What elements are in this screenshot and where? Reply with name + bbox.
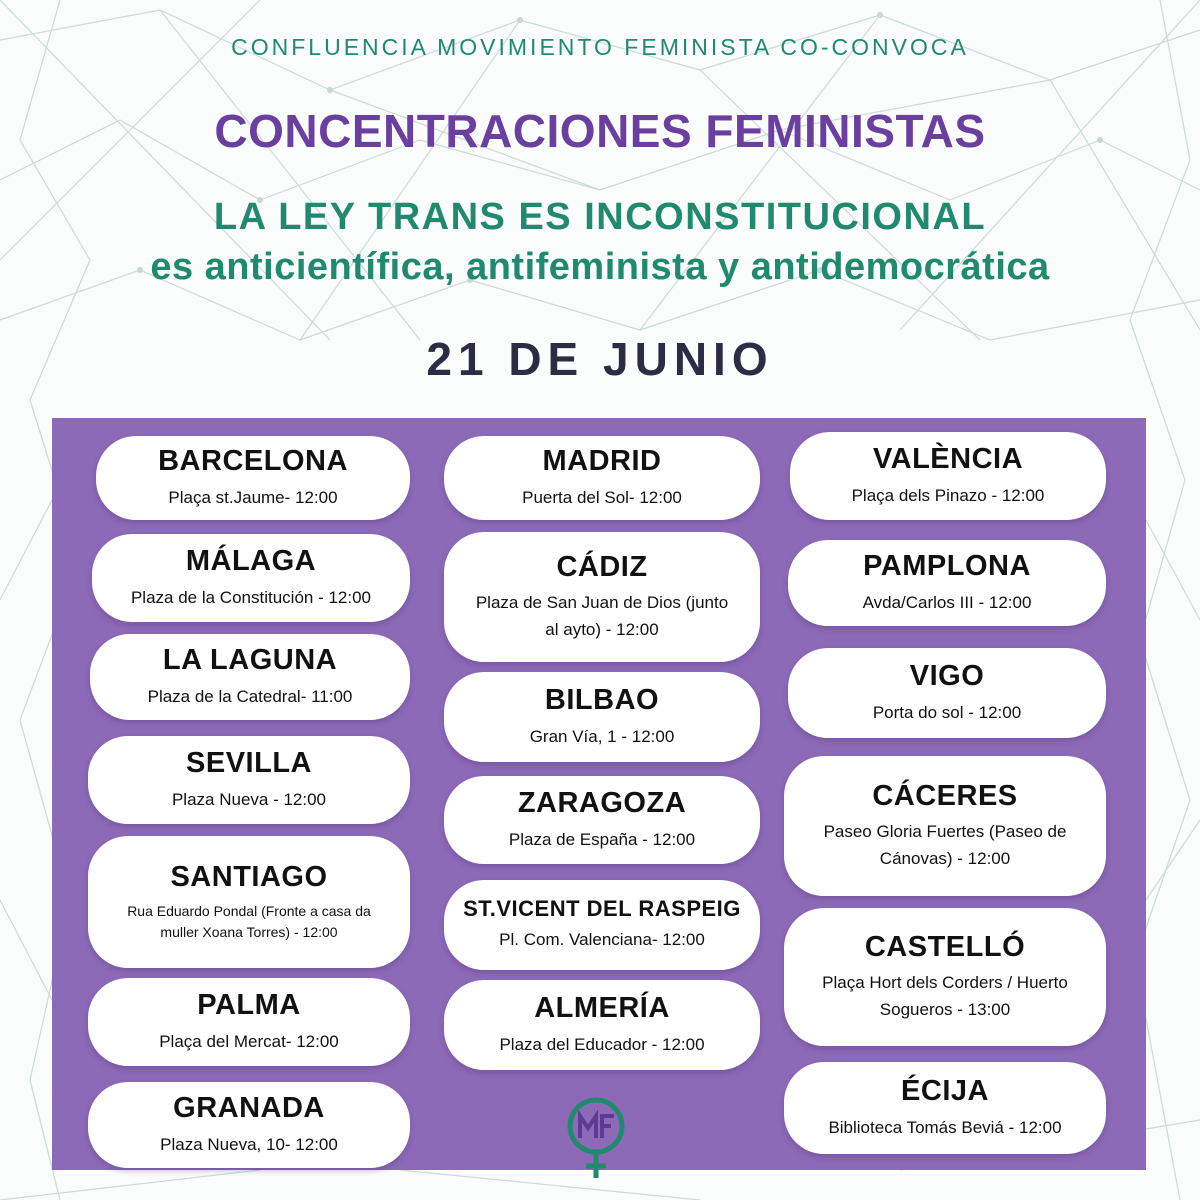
event-card-cadiz	[444, 532, 760, 662]
event-place: Plaza del Educador - 12:00	[499, 1034, 705, 1054]
event-place: Plaza de la Catedral- 11:00	[147, 686, 353, 706]
event-city: ST.VICENT DEL RASPEIG	[463, 896, 741, 922]
event-card-bilbao	[444, 672, 760, 762]
subtitle-line-2: es anticientífica, antifeminista y antidemocrática	[150, 246, 1050, 288]
event-card-malaga	[92, 534, 410, 622]
event-city: BARCELONA	[158, 445, 348, 478]
event-card-palma	[88, 978, 410, 1066]
event-card-valencia	[790, 432, 1106, 520]
event-city: MÁLAGA	[185, 545, 317, 578]
event-city: BILBAO	[544, 684, 660, 717]
event-city: CASTELLÓ	[864, 930, 1026, 963]
event-card-zaragoza	[444, 776, 760, 864]
event-card-vigo	[788, 648, 1106, 738]
event-place: Plaça del Mercat- 12:00	[159, 1031, 339, 1051]
event-card-la-laguna	[90, 634, 410, 720]
event-place: Porta do sol - 12:00	[872, 702, 1022, 722]
event-city: CÁDIZ	[556, 550, 648, 583]
event-card-santiago	[88, 836, 410, 968]
event-place: Plaza Nueva, 10- 12:00	[160, 1134, 338, 1154]
event-place: Plaça dels Pinazo - 12:00	[851, 485, 1045, 505]
event-place: Plaza de San Juan de Dios (junto al ayto) - 12:00	[475, 593, 729, 639]
subtitle-line-1: LA LEY TRANS ES INCONSTITUCIONAL	[213, 196, 987, 238]
event-city: SANTIAGO	[170, 861, 328, 894]
event-place: Plaza de la Constitución - 12:00	[130, 587, 372, 607]
event-card-st-vicent	[444, 880, 760, 970]
event-place: Plaza Nueva - 12:00	[171, 789, 327, 809]
event-city: GRANADA	[173, 1092, 325, 1125]
event-city: CÁCERES	[872, 779, 1018, 812]
event-city: PALMA	[197, 989, 301, 1022]
event-city: ALMERÍA	[534, 992, 670, 1025]
event-city: ZARAGOZA	[517, 787, 687, 820]
event-card-almeria	[444, 980, 760, 1070]
event-city: VIGO	[909, 660, 985, 693]
event-city: VALÈNCIA	[872, 443, 1024, 476]
event-place: Avda/Carlos III - 12:00	[862, 592, 1032, 612]
event-card-sevilla	[88, 736, 410, 824]
event-card-granada	[88, 1082, 410, 1168]
event-card-madrid	[444, 436, 760, 520]
event-city: ÉCIJA	[901, 1075, 989, 1108]
mf-logo	[556, 1092, 636, 1182]
event-date: 21 DE JUNIO	[426, 333, 774, 385]
event-city: PAMPLONA	[863, 550, 1031, 583]
event-card-barcelona	[96, 436, 410, 520]
event-place: Plaça st.Jaume- 12:00	[168, 487, 338, 507]
event-place: Plaça Hort dels Corders / Huerto Sogueros - 13:00	[822, 973, 1068, 1019]
co-convoca-line: CONFLUENCIA MOVIMIENTO FEMINISTA CO-CONVOCA	[231, 34, 969, 60]
event-place: Plaza de España - 12:00	[508, 829, 696, 849]
event-city: LA LAGUNA	[162, 644, 338, 677]
event-place: Paseo Gloria Fuertes (Paseo de Cánovas) - 12:00	[823, 822, 1067, 868]
event-place: Gran Vía, 1 - 12:00	[529, 726, 675, 746]
event-city: MADRID	[542, 445, 662, 478]
event-card-pamplona	[788, 540, 1106, 626]
event-card-ecija	[784, 1062, 1106, 1154]
event-place: Puerta del Sol- 12:00	[522, 487, 682, 507]
event-card-castello	[784, 908, 1106, 1046]
event-place: Pl. Com. Valenciana- 12:00	[499, 930, 705, 950]
main-title: CONCENTRACIONES FEMINISTAS	[214, 105, 986, 157]
event-place: Biblioteca Tomás Beviá - 12:00	[828, 1117, 1062, 1137]
event-city: SEVILLA	[186, 747, 312, 780]
event-place: Rua Eduardo Pondal (Fronte a casa da muller Xoana Torres) - 12:00	[127, 902, 371, 940]
event-card-caceres	[784, 756, 1106, 896]
